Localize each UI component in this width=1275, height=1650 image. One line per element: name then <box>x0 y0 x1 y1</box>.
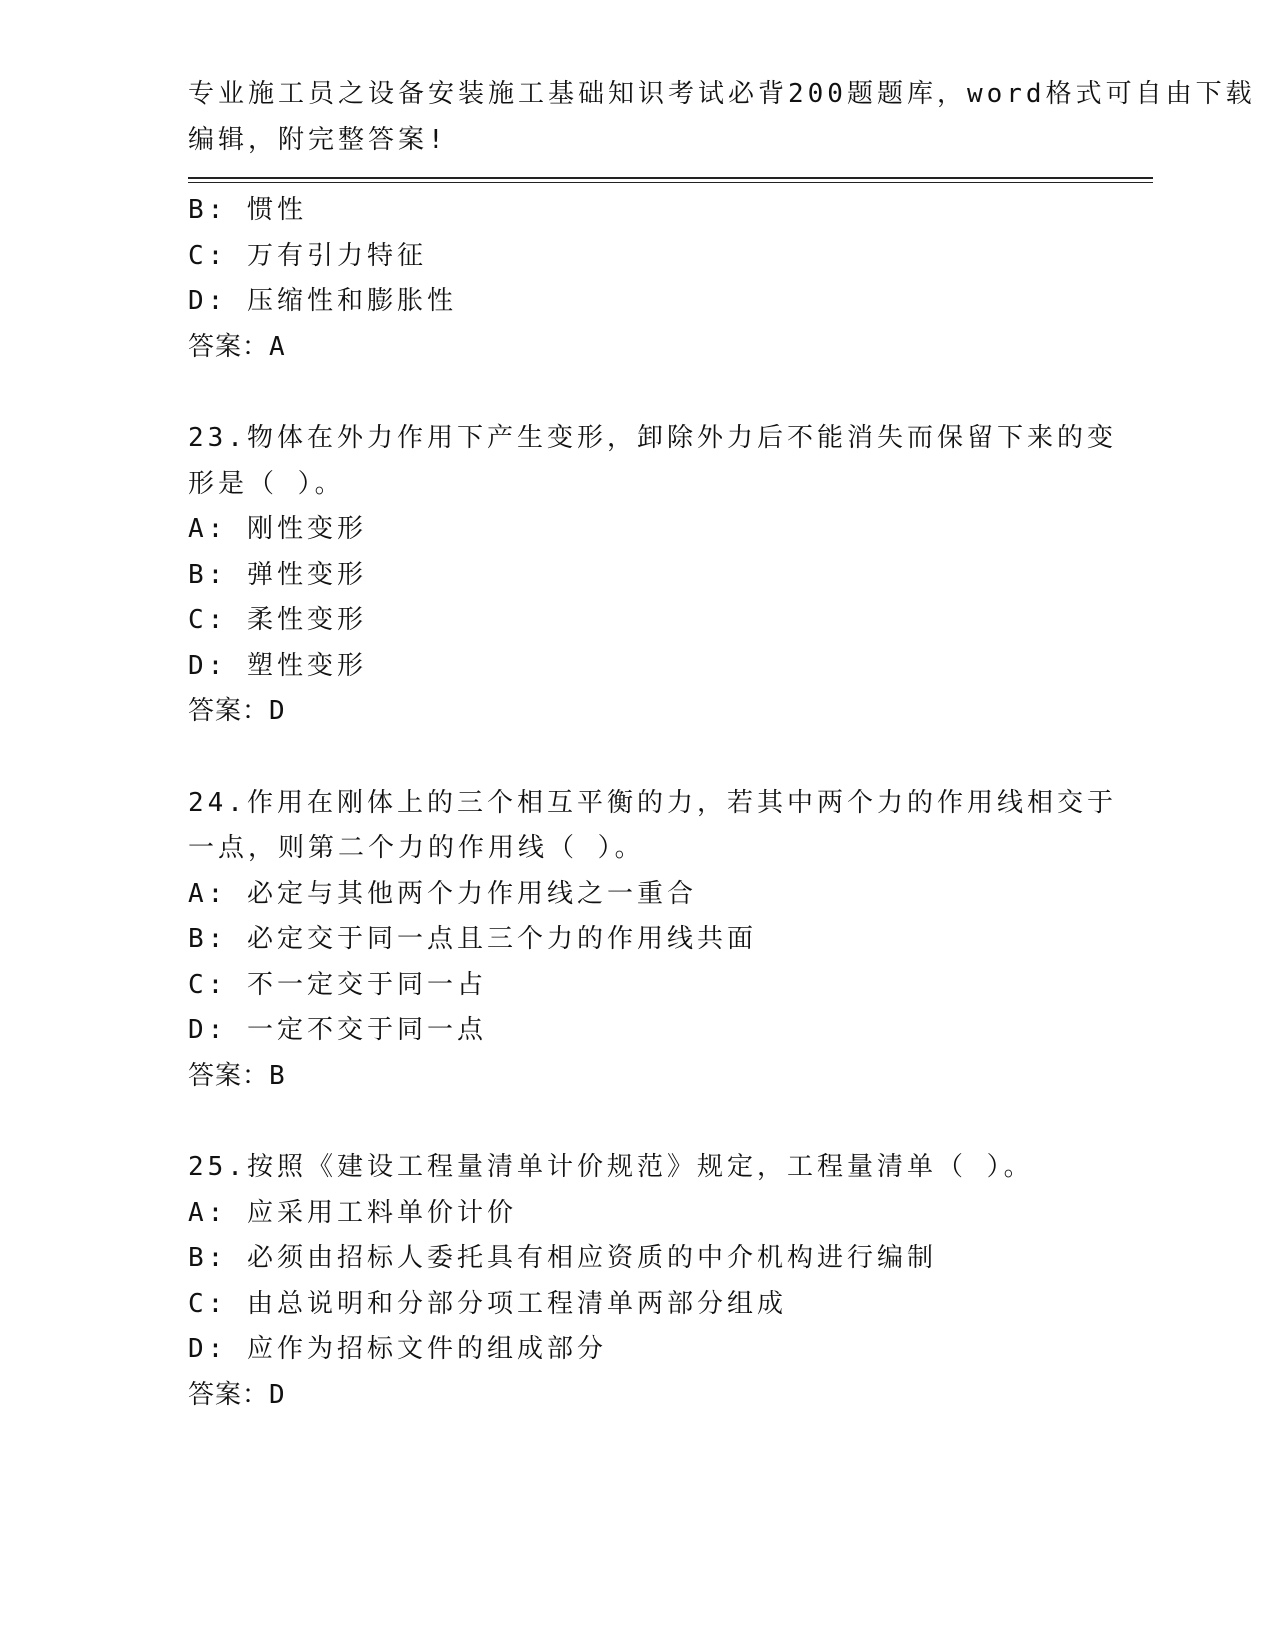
spacer <box>188 370 1153 416</box>
question-stem-line: 23.物体在外力作用下产生变形，卸除外力后不能消失而保留下来的变 <box>188 423 1117 453</box>
option-c: C: 柔性变形 <box>188 605 367 635</box>
question-stem-line: 25.按照《建设工程量清单计价规范》规定，工程量清单（ ）。 <box>188 1152 1034 1182</box>
option-d: D: 压缩性和膨胀性 <box>188 286 457 316</box>
option-a: A: 刚性变形 <box>188 514 367 544</box>
answer-line: 答案：A <box>188 331 286 362</box>
header-title-line-1: 专业施工员之设备安装施工基础知识考试必背200题题库，word格式可自由下载 <box>188 79 1256 109</box>
question-24 <box>188 781 1153 1100</box>
answer-line: 答案：B <box>188 1060 286 1091</box>
option-a: A: 必定与其他两个力作用线之一重合 <box>188 878 697 909</box>
option-d: D: 塑性变形 <box>188 650 367 681</box>
document-header <box>188 72 1256 163</box>
question-list <box>188 188 1153 1418</box>
answer-line: 答案：D <box>188 696 286 726</box>
header-title-line-2: 编辑，附完整答案! <box>188 124 448 155</box>
option-b: B: 必须由招标人委托具有相应资质的中介机构进行编制 <box>188 1243 937 1273</box>
question-25 <box>188 1145 1153 1418</box>
option-b: B: 惯性 <box>188 195 307 225</box>
question-23 <box>188 416 1153 735</box>
option-b: B: 必定交于同一点且三个力的作用线共面 <box>188 924 757 954</box>
option-d: D: 应作为招标文件的组成部分 <box>188 1334 607 1364</box>
question-stem-line: 一点，则第二个力的作用线（ ）。 <box>188 833 645 863</box>
question-stem-line: 形是（ ）。 <box>188 468 345 499</box>
answer-line: 答案：D <box>188 1379 286 1410</box>
spacer <box>188 735 1153 781</box>
option-d: D: 一定不交于同一点 <box>188 1015 487 1045</box>
option-c: C: 万有引力特征 <box>188 240 427 271</box>
option-c: C: 由总说明和分部分项工程清单两部分组成 <box>188 1288 787 1319</box>
option-a: A: 应采用工料单价计价 <box>188 1197 517 1228</box>
option-c: C: 不一定交于同一占 <box>188 969 487 1000</box>
question-fragment <box>188 188 1153 370</box>
spacer <box>188 1099 1153 1145</box>
question-stem-line: 24.作用在刚体上的三个相互平衡的力，若其中两个力的作用线相交于 <box>188 787 1117 818</box>
option-b: B: 弹性变形 <box>188 559 367 590</box>
header-divider-thick <box>188 177 1153 179</box>
header-divider-thin <box>188 182 1153 183</box>
